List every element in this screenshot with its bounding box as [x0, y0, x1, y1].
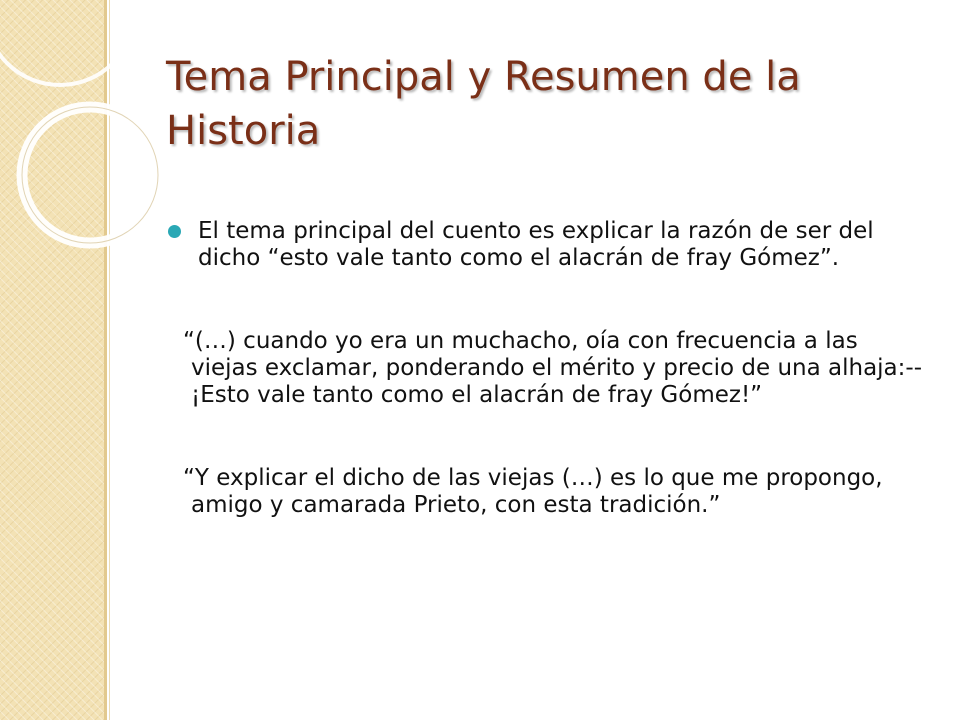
slide-body	[168, 218, 923, 519]
side-band-edge	[104, 0, 107, 720]
bullet-icon	[168, 225, 181, 238]
paragraph-text: “Y explicar el dicho de las viejas (…) es lo que me propongo, amigo y camarada Prieto, con esta tradición.”	[183, 465, 883, 518]
paragraph-text: “(…) cuando yo era un muchacho, oía con frecuencia a las viejas exclamar, ponderando el mérito y precio de una alhaja:--¡Esto vale tanto como el alacrán de fray Gómez!”	[183, 328, 923, 408]
side-band-line	[109, 0, 110, 720]
slide-title: Tema Principal y Resumen de la Historia	[166, 54, 801, 154]
paragraph-quote-2	[168, 465, 923, 519]
decorative-side-band	[0, 0, 104, 720]
paragraph-main-theme	[168, 218, 923, 272]
paragraph-quote-1	[168, 328, 923, 409]
paragraph-text: El tema principal del cuento es explicar la razón de ser del dicho “esto vale tanto como el alacrán de fray Gómez”.	[198, 218, 874, 271]
